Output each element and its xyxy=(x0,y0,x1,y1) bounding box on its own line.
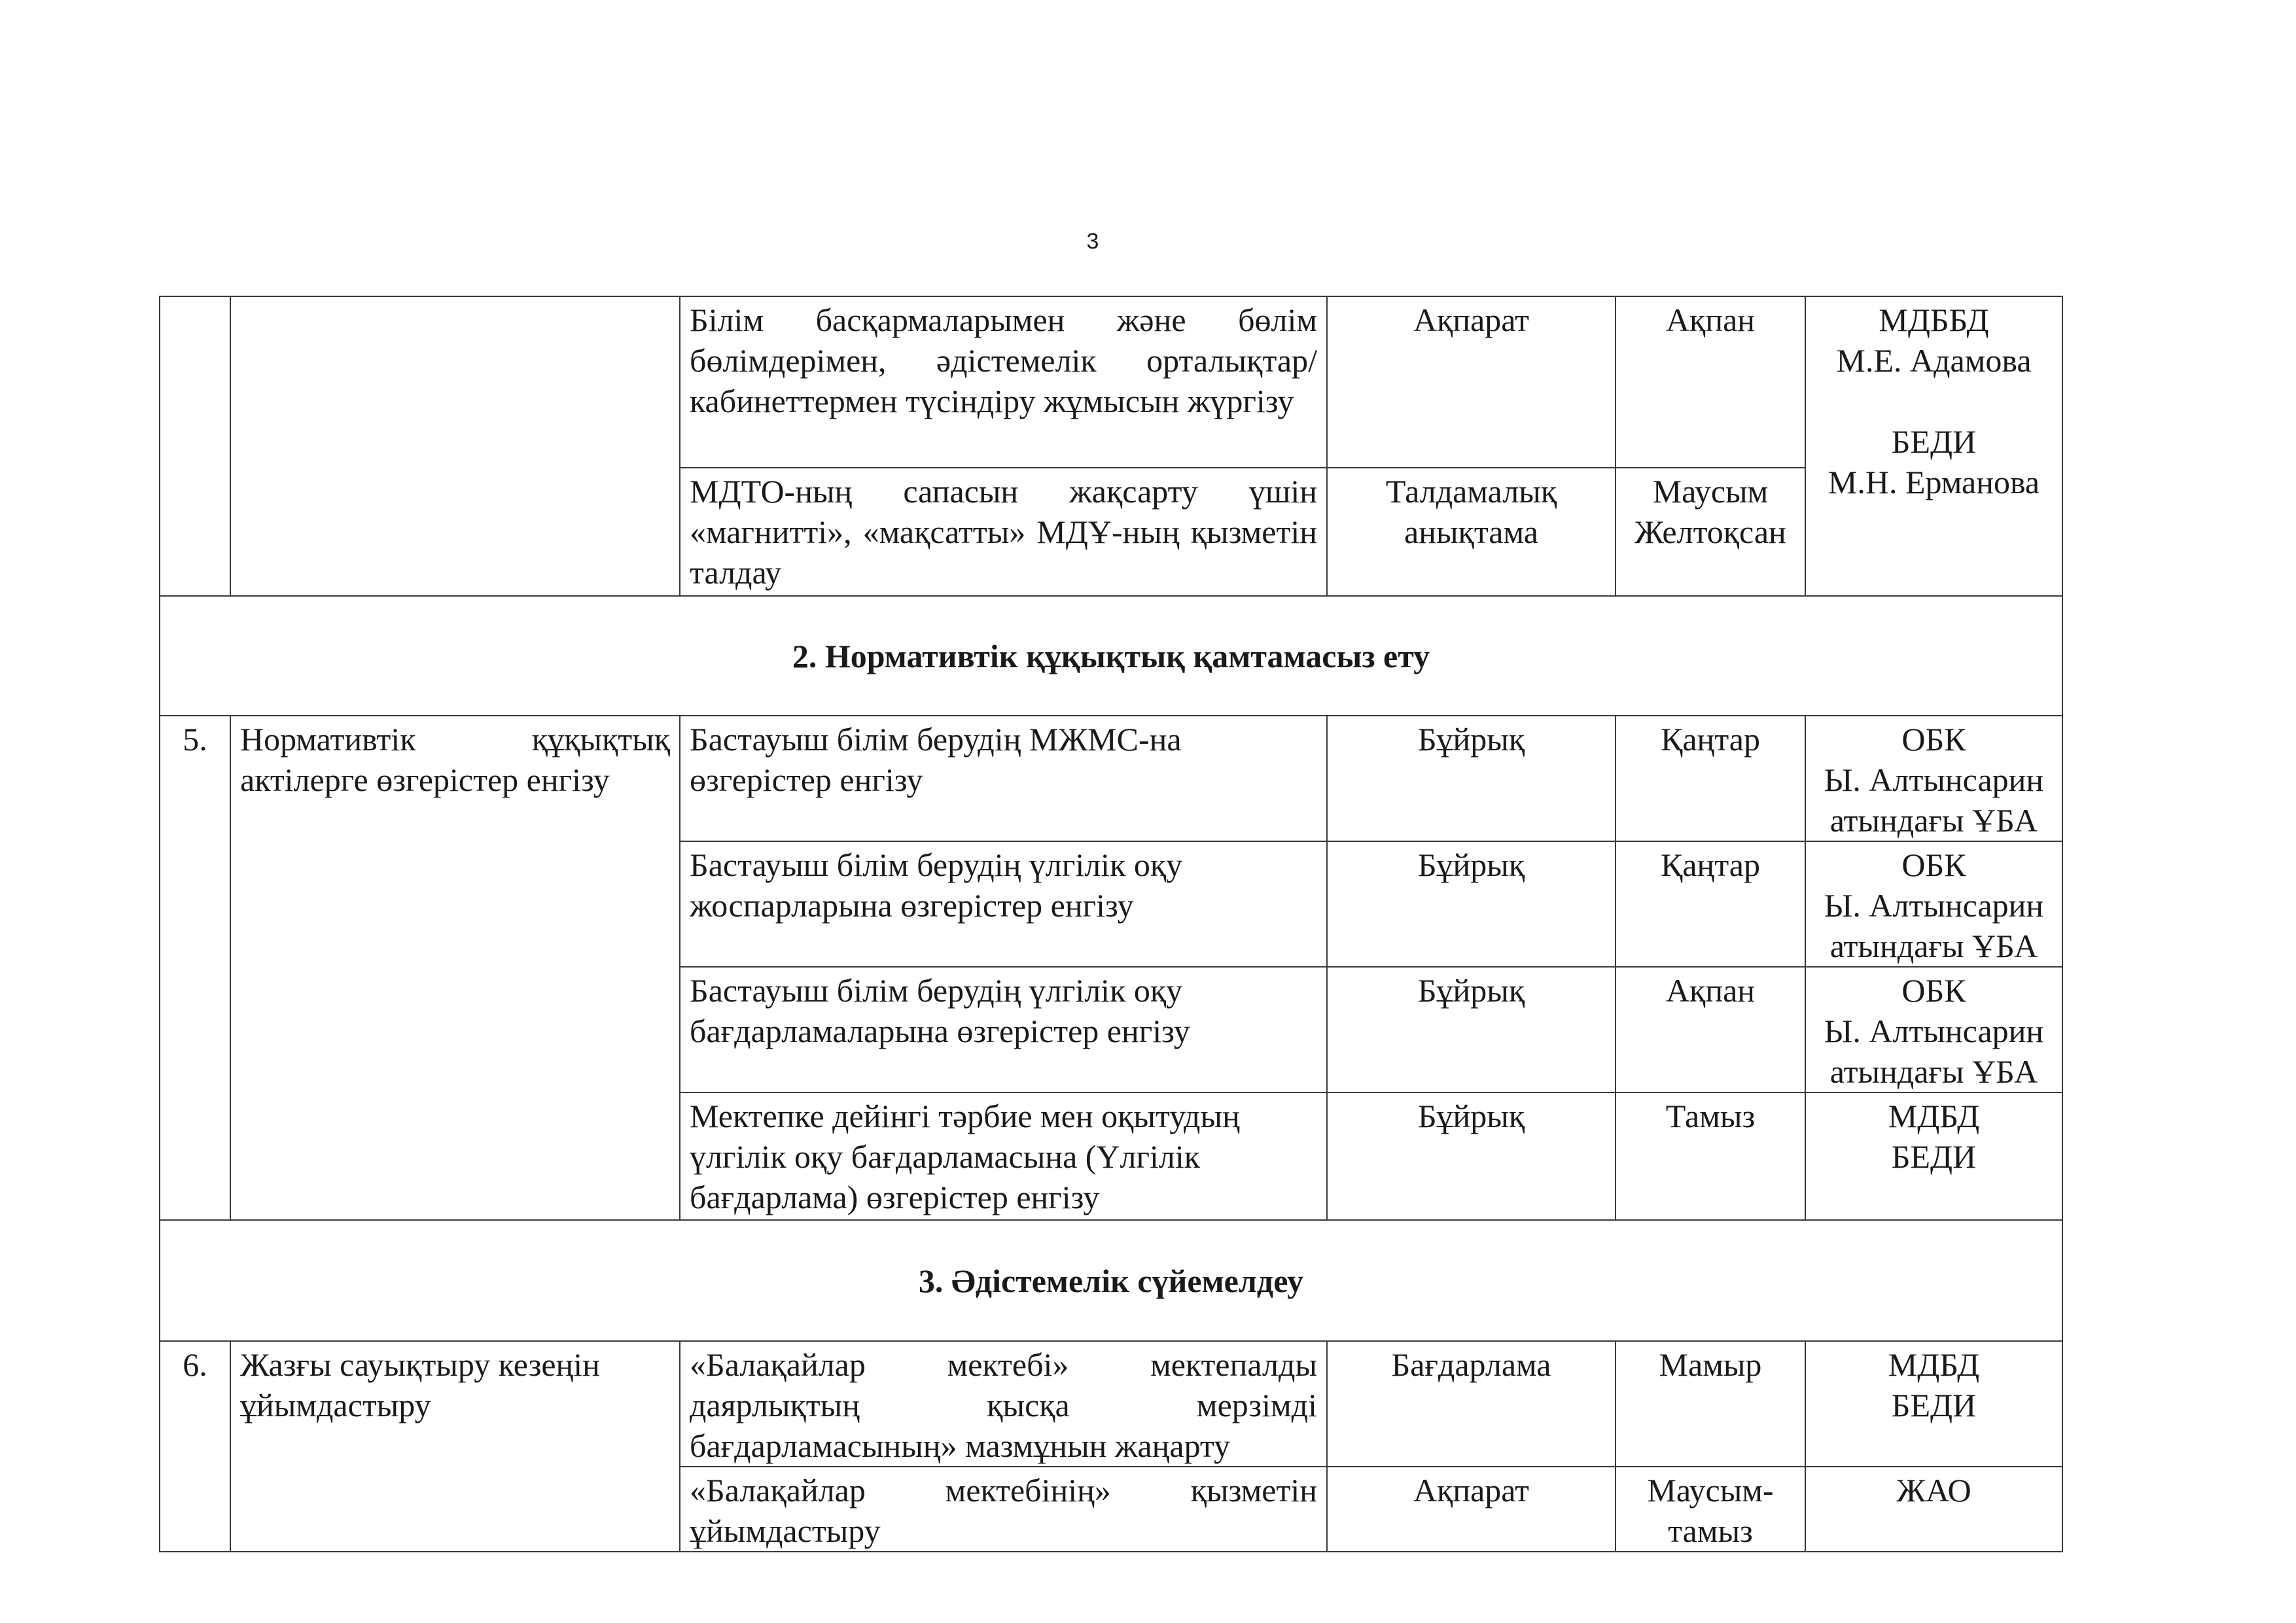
responsible-cell xyxy=(1805,716,2062,841)
responsible-line: атындағы ҰБА xyxy=(1829,802,2038,839)
term-line: Маусым- xyxy=(1647,1472,1774,1509)
term-cell: Мамыр xyxy=(1616,1341,1805,1467)
term-cell: Ақпан xyxy=(1616,296,1805,468)
row-number: 5. xyxy=(160,716,230,1220)
activity-cell: МДТО-ның сапасын жақсарту үшін «магнитті», «мақсатты» МДҰ-ның қызметін талдау xyxy=(680,468,1327,596)
activity-cell: Бастауыш білім берудің үлгілік оқу бағдарламаларына өзгерістер енгізу xyxy=(680,967,1327,1092)
row-number: 6. xyxy=(160,1341,230,1552)
form-cell: Бағдарлама xyxy=(1327,1341,1616,1467)
section-title: 2. Нормативтік құқықтық қамтамасыз ету xyxy=(160,596,2062,716)
term-cell: Қаңтар xyxy=(1616,841,1805,967)
activity-cell: Мектепке дейінгі тәрбие мен оқытудың үлгілік оқу бағдарламасына (Үлгілік бағдарлама) өзгерістер енгізу xyxy=(680,1092,1327,1220)
form-cell: Бұйрық xyxy=(1327,716,1616,841)
responsible-cell xyxy=(1805,841,2062,967)
section-title: 3. Әдістемелік сүйемелдеу xyxy=(160,1220,2062,1341)
term-cell: Ақпан xyxy=(1616,967,1805,1092)
responsible-line: М.Н. Ерманова xyxy=(1828,464,2040,500)
activity-cell: Білім басқармаларымен және бөлім бөлімдерімен, әдістемелік орталықтар/ кабинеттермен түсіндіру жұмысын жүргізу xyxy=(680,296,1327,468)
responsible-line: атындағы ҰБА xyxy=(1829,1053,2038,1090)
responsible-line: МДБД xyxy=(1888,1346,1980,1383)
activity-cell: Бастауыш білім берудің үлгілік оқу жоспарларына өзгерістер енгізу xyxy=(680,841,1327,967)
responsible-line: БЕДИ xyxy=(1891,1387,1977,1423)
name-cell xyxy=(230,296,680,596)
page-number: 3 xyxy=(1086,229,1099,254)
term-cell: Қаңтар xyxy=(1616,716,1805,841)
form-cell: Бұйрық xyxy=(1327,1092,1616,1220)
name-cell: Нормативтік құқықтық актілерге өзгерістер енгізу xyxy=(230,716,680,1220)
form-cell: Ақпарат xyxy=(1327,1467,1616,1552)
responsible-line: БЕДИ xyxy=(1891,423,1977,460)
table-row xyxy=(160,716,2062,841)
section-heading-row xyxy=(160,1220,2062,1341)
responsible-cell xyxy=(1805,1341,2062,1467)
responsible-line: Ы. Алтынсарин xyxy=(1824,1013,2044,1049)
responsible-cell xyxy=(1805,967,2062,1092)
responsible-line: Ы. Алтынсарин xyxy=(1824,887,2044,924)
table-row xyxy=(160,296,2062,468)
term-cell: Маусым Желтоқсан xyxy=(1616,468,1805,596)
term-line: тамыз xyxy=(1668,1512,1753,1549)
responsible-line: ОБК xyxy=(1901,846,1966,883)
term-cell: Тамыз xyxy=(1616,1092,1805,1220)
name-cell: Жазғы сауықтыру кезеңін ұйымдастыру xyxy=(230,1341,680,1552)
activity-cell: «Балақайлар мектебінің» қызметін ұйымдастыру xyxy=(680,1467,1327,1552)
responsible-line: МДБД xyxy=(1888,1098,1980,1134)
responsible-line: ОБК xyxy=(1901,972,1966,1009)
responsible-line: МДББД xyxy=(1879,302,1989,338)
responsible-cell xyxy=(1805,1092,2062,1220)
activity-cell: Бастауыш білім берудің МЖМС-на өзгерістер енгізу xyxy=(680,716,1327,841)
form-cell: Талдамалық анықтама xyxy=(1327,468,1616,596)
responsible-line: Ы. Алтынсарин xyxy=(1824,761,2044,798)
section-heading-row xyxy=(160,596,2062,716)
number-cell xyxy=(160,296,230,596)
responsible-line: БЕДИ xyxy=(1891,1138,1977,1175)
form-cell: Ақпарат xyxy=(1327,296,1616,468)
responsible-cell xyxy=(1805,296,2062,596)
plan-table xyxy=(159,296,2062,1549)
term-cell xyxy=(1616,1467,1805,1552)
responsible-line: ОБК xyxy=(1901,721,1966,758)
form-cell: Бұйрық xyxy=(1327,841,1616,967)
responsible-line: М.Е. Адамова xyxy=(1836,342,2032,379)
activity-cell: «Балақайлар мектебі» мектепалды даярлықтың қысқа мерзімді бағдарламасының» мазмұнын жаңарту xyxy=(680,1341,1327,1467)
table-row xyxy=(160,1341,2062,1467)
form-cell: Бұйрық xyxy=(1327,967,1616,1092)
responsible-cell: ЖАО xyxy=(1805,1467,2062,1552)
responsible-line: атындағы ҰБА xyxy=(1829,928,2038,964)
